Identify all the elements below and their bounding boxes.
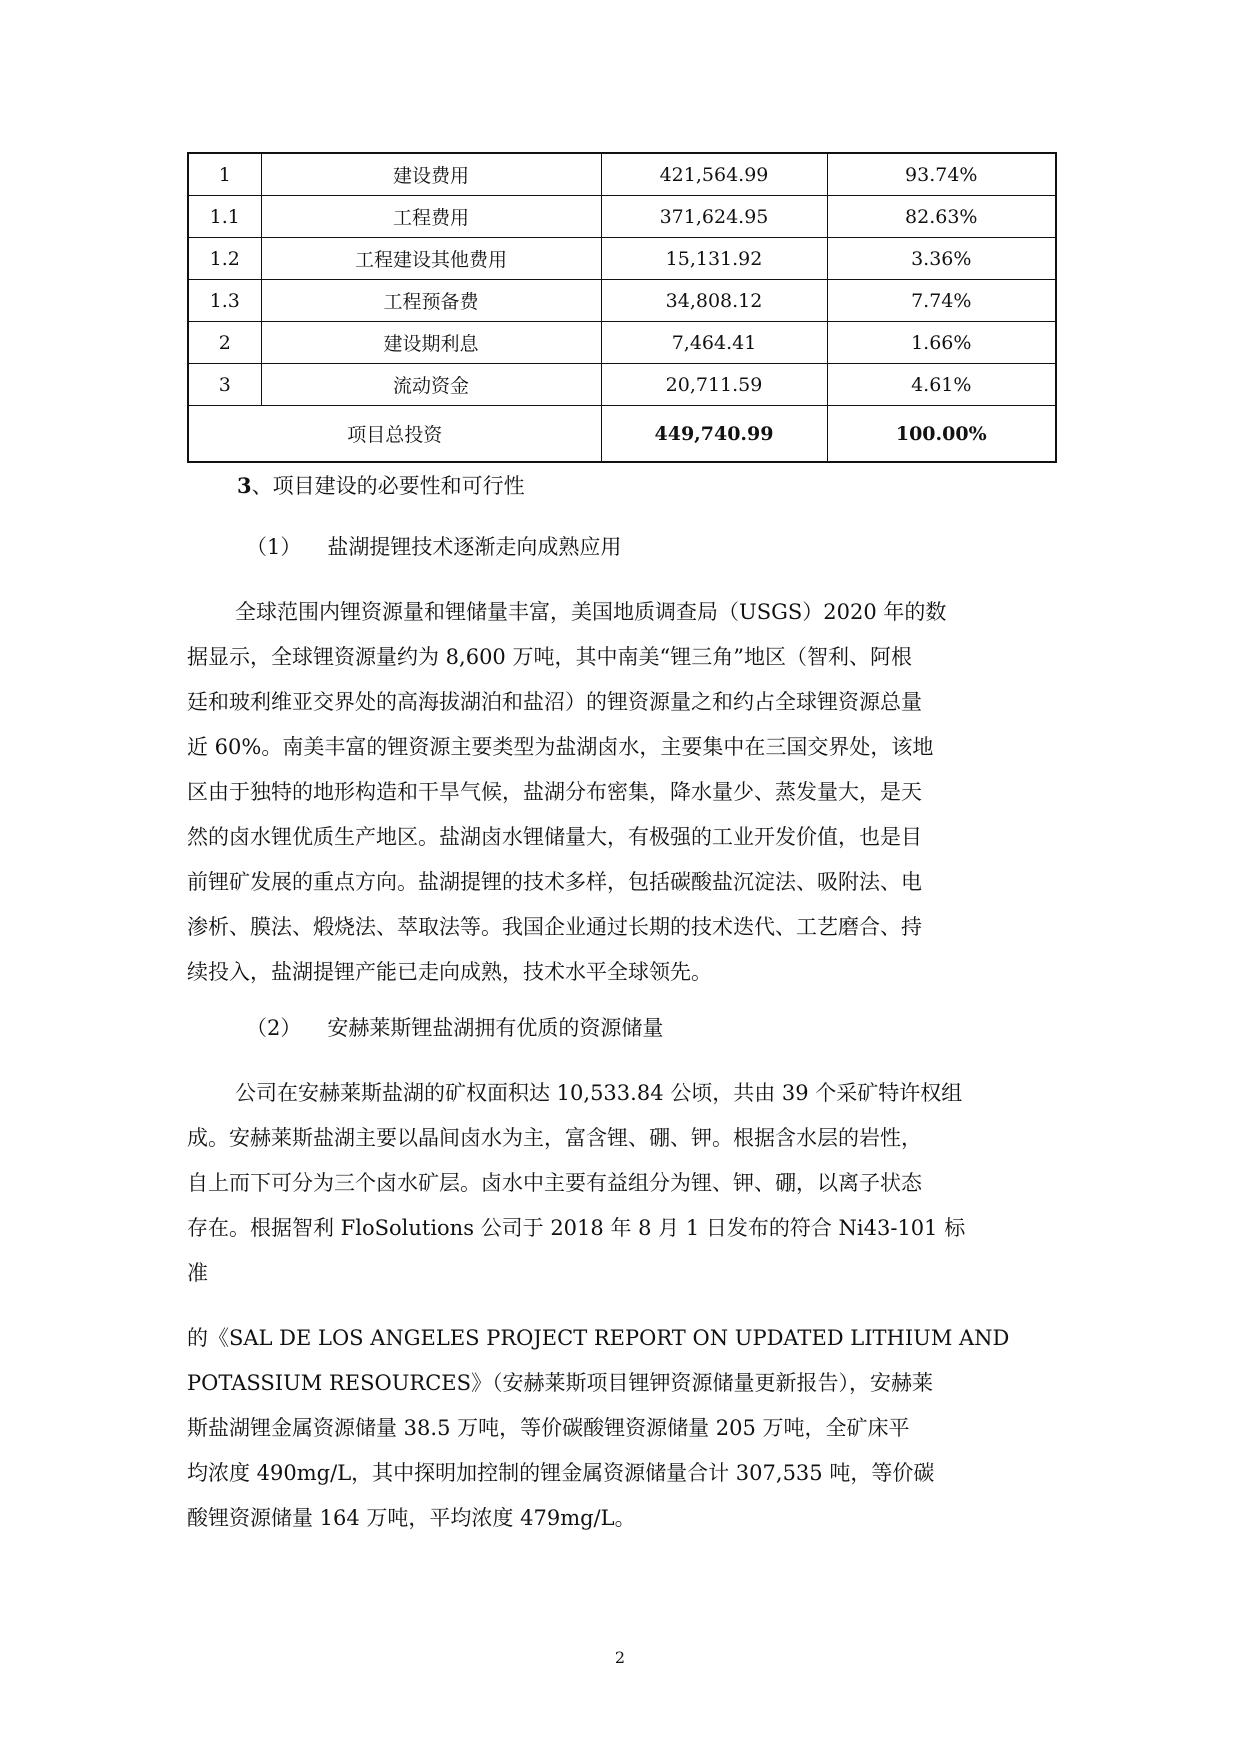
subsection-heading-2 xyxy=(246,1012,663,1042)
table-row xyxy=(188,238,1056,280)
subsection-label: （1） xyxy=(246,535,302,559)
row-item: 建设费用 xyxy=(261,153,601,196)
text-line: 成。安赫莱斯盐湖主要以晶间卤水为主，富含锂、硼、钾。根据含水层的岩性， xyxy=(187,1126,922,1150)
table-row xyxy=(188,280,1056,322)
text-line: 前锂矿发展的重点方向。盐湖提锂的技术多样，包括碳酸盐沉淀法、吸附法、电 xyxy=(187,870,922,894)
row-item: 流动资金 xyxy=(261,364,601,406)
text-line: 的《SAL DE LOS ANGELES PROJECT REPORT ON UPDATED LITHIUM AND xyxy=(187,1326,1010,1350)
subsection-title: 安赫莱斯锂盐湖拥有优质的资源储量 xyxy=(327,1016,664,1040)
row-ratio: 93.74% xyxy=(827,153,1056,196)
table-total-row xyxy=(188,406,1056,463)
text-line: 近 60%。南美丰富的锂资源主要类型为盐湖卤水，主要集中在三国交界处，该地 xyxy=(187,735,934,759)
page-number: 2 xyxy=(614,1648,626,1667)
table-row xyxy=(188,364,1056,406)
row-number: 3 xyxy=(188,364,261,406)
text-line: 自上而下可分为三个卤水矿层。卤水中主要有益组分为锂、钾、硼，以离子状态 xyxy=(187,1171,922,1195)
text-line: 然的卤水锂优质生产地区。盐湖卤水锂储量大，有极强的工业开发价值，也是目 xyxy=(187,825,922,849)
section-title: 、项目建设的必要性和可行性 xyxy=(251,474,525,498)
paragraph-lithium-tech xyxy=(187,590,1072,995)
total-ratio: 100.00% xyxy=(827,406,1056,463)
text-line: 均浓度 490mg/L，其中探明加控制的锂金属资源储量合计 307,535 吨，等价碳 xyxy=(187,1461,935,1485)
text-line: 区由于独特的地形构造和干旱气候，盐湖分布密集，降水量少、蒸发量大，是天 xyxy=(187,780,922,804)
row-amount: 15,131.92 xyxy=(601,238,827,280)
subsection-heading-1 xyxy=(246,531,621,561)
subsection-label: （2） xyxy=(246,1016,302,1040)
row-item: 工程预备费 xyxy=(261,280,601,322)
text-line: 廷和玻利维亚交界处的高海拔湖泊和盐沼）的锂资源量之和约占全球锂资源总量 xyxy=(187,690,922,714)
row-ratio: 82.63% xyxy=(827,196,1056,238)
text-line: 续投入，盐湖提锂产能已走向成熟，技术水平全球领先。 xyxy=(187,960,712,984)
row-amount: 7,464.41 xyxy=(601,322,827,364)
text-line: 据显示，全球锂资源量约为 8,600 万吨，其中南美“锂三角”地区（智利、阿根 xyxy=(187,645,912,669)
subsection-title: 盐湖提锂技术逐渐走向成熟应用 xyxy=(327,535,622,559)
investment-table xyxy=(187,152,1057,463)
row-number: 1 xyxy=(188,153,261,196)
row-ratio: 3.36% xyxy=(827,238,1056,280)
row-amount: 20,711.59 xyxy=(601,364,827,406)
paragraph-resource-a xyxy=(187,1071,1072,1296)
row-amount: 421,564.99 xyxy=(601,153,827,196)
total-label: 项目总投资 xyxy=(188,406,601,463)
row-number: 1.3 xyxy=(188,280,261,322)
row-ratio: 1.66% xyxy=(827,322,1056,364)
table-row xyxy=(188,196,1056,238)
table-row xyxy=(188,322,1056,364)
row-ratio: 4.61% xyxy=(827,364,1056,406)
text-line: 全球范围内锂资源量和锂储量丰富，美国地质调查局（USGS）2020 年的数 xyxy=(235,600,947,624)
text-line: 渗析、膜法、煅烧法、萃取法等。我国企业通过长期的技术迭代、工艺磨合、持 xyxy=(187,915,922,939)
paragraph-resource-b xyxy=(187,1316,1072,1541)
text-line: 准 xyxy=(187,1261,208,1285)
row-item: 建设期利息 xyxy=(261,322,601,364)
row-ratio: 7.74% xyxy=(827,280,1056,322)
text-line: 公司在安赫莱斯盐湖的矿权面积达 10,533.84 公顷，共由 39 个采矿特许权组 xyxy=(235,1081,963,1105)
table-row xyxy=(188,153,1056,196)
row-amount: 371,624.95 xyxy=(601,196,827,238)
row-number: 2 xyxy=(188,322,261,364)
row-item: 工程费用 xyxy=(261,196,601,238)
total-amount: 449,740.99 xyxy=(601,406,827,463)
row-amount: 34,808.12 xyxy=(601,280,827,322)
section-number: 3 xyxy=(237,473,252,498)
row-item: 工程建设其他费用 xyxy=(261,238,601,280)
text-line: 斯盐湖锂金属资源储量 38.5 万吨，等价碳酸锂资源储量 205 万吨，全矿床平 xyxy=(187,1416,910,1440)
text-line: POTASSIUM RESOURCES》（安赫莱斯项目锂钾资源储量更新报告），安赫莱 xyxy=(187,1371,933,1395)
row-number: 1.1 xyxy=(188,196,261,238)
section-heading xyxy=(237,470,525,500)
row-number: 1.2 xyxy=(188,238,261,280)
text-line: 酸锂资源储量 164 万吨，平均浓度 479mg/L。 xyxy=(187,1506,636,1530)
text-line: 存在。根据智利 FloSolutions 公司于 2018 年 8 月 1 日发布的符合 Ni43-101 标 xyxy=(187,1216,966,1240)
